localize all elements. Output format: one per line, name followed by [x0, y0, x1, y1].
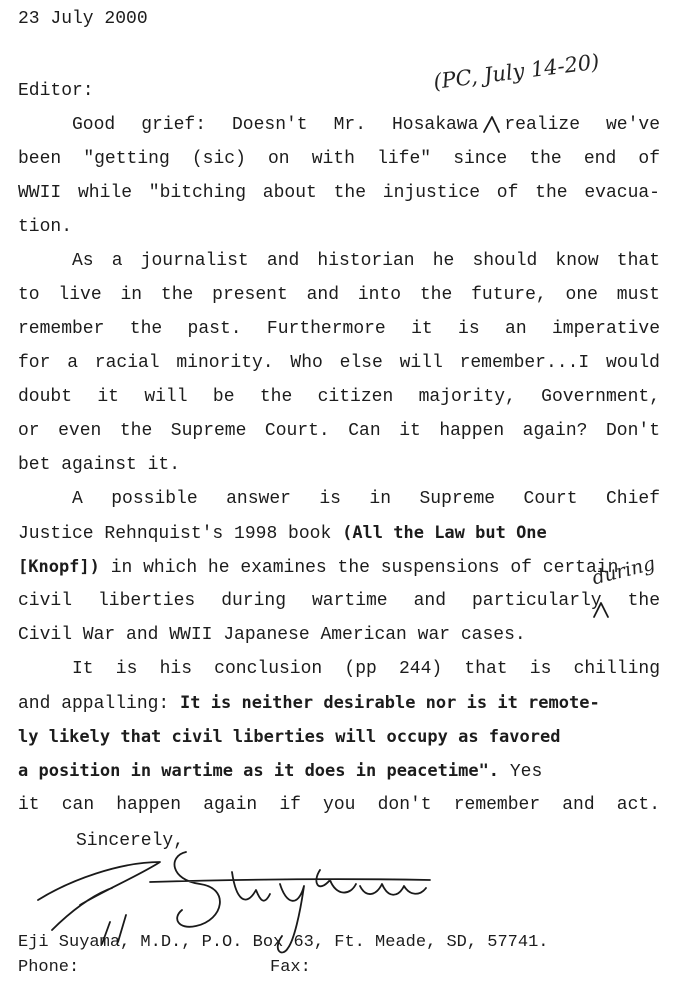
paragraph-3-line-5: Civil War and WWII Japanese American war cases.: [18, 625, 526, 645]
paragraph-3-line-2-text: Justice Rehnquist's 1998 book: [18, 524, 332, 544]
closing: Sincerely,: [76, 831, 185, 851]
paragraph-4-line-1: It is his conclusion (pp 244) that is chilling: [72, 659, 660, 679]
insertion-caret-2: [594, 603, 608, 617]
salutation: Editor:: [18, 81, 94, 101]
quotation-part-3: a position in wartime as it does in peacetime".: [18, 761, 500, 781]
paragraph-1-line-2: been "getting (sic) on with life" since the end of: [18, 149, 660, 169]
paragraph-4-line-4-text: Yes: [509, 762, 543, 782]
quotation-part-1: It is neither desirable nor is it remote-: [180, 693, 600, 713]
paragraph-2-line-6: or even the Supreme Court. Can it happen again? Don't: [18, 421, 660, 441]
paragraph-3-line-1: A possible answer is in Supreme Court Chief: [72, 489, 660, 509]
paragraph-4-line-5: it can happen again if you don't remember and act.: [18, 795, 660, 815]
insertion-caret-1: [484, 117, 499, 132]
paragraph-3-line-4: civil liberties during wartime and particularly the: [18, 591, 660, 611]
paragraph-2-line-5: doubt it will be the citizen majority, Government,: [18, 387, 660, 407]
paragraph-2-line-2: to live in the present and into the future, one must: [18, 285, 660, 305]
sender-address: Eji Suyama, M.D., P.O. Box 63, Ft. Meade, SD, 57741.: [18, 933, 549, 952]
handwritten-insertion: during: [590, 552, 658, 590]
book-title: (All the Law but One: [342, 523, 547, 543]
paragraph-2-line-1: As a journalist and historian he should know that: [72, 251, 660, 271]
book-publisher: [Knopf]): [18, 557, 100, 577]
phone-label: Phone:: [18, 958, 80, 977]
paragraph-2-line-4: for a racial minority. Who else will remember...I would: [18, 353, 660, 373]
quotation-part-2: ly likely that civil liberties will occupy as favored: [18, 727, 561, 747]
paragraph-4-line-2-text: and appalling:: [18, 694, 170, 714]
paragraph-3-line-3-text: in which he examines the suspensions of certain: [110, 558, 619, 578]
paragraph-2-line-7: bet against it.: [18, 455, 181, 475]
paragraph-1-line-4: tion.: [18, 217, 73, 237]
paragraph-2-line-3: remember the past. Furthermore it is an imperative: [18, 319, 660, 339]
paragraph-1-line-1: Good grief: Doesn't Mr. Hosakawa realize we've: [72, 115, 660, 135]
fax-label: Fax:: [270, 958, 311, 977]
handwritten-annotation-date: (PC, July 14-20): [432, 49, 601, 94]
letter-date: 23 July 2000: [18, 9, 148, 29]
paragraph-1-line-3: WWII while "bitching about the injustice of the evacua-: [18, 183, 660, 203]
